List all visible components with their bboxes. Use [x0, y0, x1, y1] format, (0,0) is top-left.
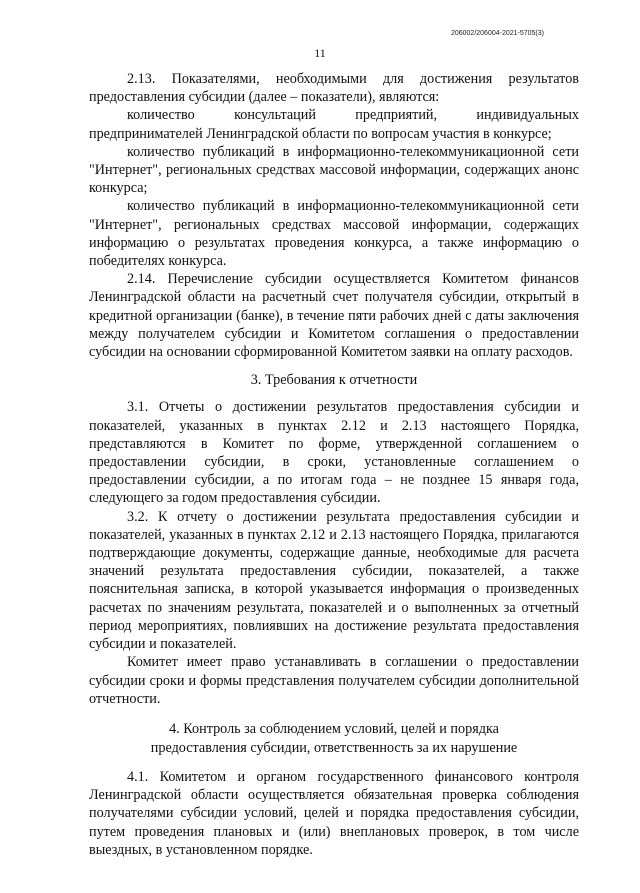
document-body	[89, 70, 579, 859]
paragraph-4-1: 4.1. Комитетом и органом государственного финансового контроля Ленинградской области осуществляется обязательная проверка соблюдения получателями субсидии условий, целей и порядка предоставления субсидии, путем проведения плановых и (или) внеплановых проверок, в том числе выездных, в установленном порядке.	[89, 768, 579, 858]
section-heading-4-line-1: 4. Контроль за соблюдением условий, целей и порядка	[169, 720, 499, 737]
page-number: 11	[314, 46, 326, 60]
paragraph-2-13: 2.13. Показателями, необходимыми для достижения результатов предоставления субсидии (далее – показатели), являются:	[89, 71, 579, 106]
paragraph-3-2: 3.2. К отчету о достижении результата предоставления субсидии и показателей, указанных в пунктах 2.12 и 2.13 настоящего Порядка, прилагаются подтверждающие документы, содержащие данные, необходимые для расчета значений результата предоставления субсидии, показателей, а также пояснительная записка, в которой указывается информация о произведенных расчетах по значениям результата, показателей и о выполненных за отчетный период мероприятиях, повлиявших на достижение результата предоставления субсидии и показателей.	[89, 508, 579, 653]
section-heading-4	[89, 720, 579, 758]
paragraph-3-2-additional: Комитет имеет право устанавливать в соглашении о предоставлении субсидии сроки и формы представления получателем субсидии дополнительной отчетности.	[89, 654, 579, 707]
document-id: 206002/206004-2021-5705(3)	[450, 30, 544, 37]
paragraph-2-13-item-announcements: количество публикаций в информационно-телекоммуникационной сети "Интернет", региональных средствах массовой информации, содержащих анонс конкурса;	[89, 143, 579, 197]
paragraph-2-14: 2.14. Перечисление субсидии осуществляется Комитетом финансов Ленинградской области на расчетный счет получателя субсидии, открытый в кредитной организации (банке), в течение пяти рабочих дней с даты заключения между получателем субсидии и Комитетом соглашения о предоставлении субсидии на основании сформированной Комитетом заявки на оплату расходов.	[89, 271, 579, 361]
paragraph-3-1: 3.1. Отчеты о достижении результатов предоставления субсидии и показателей, указанных в пунктах 2.12 и 2.13 настоящего Порядка, представляются в Комитет по форме, утвержденной соглашением о предоставлении субсидии, в сроки, установленные соглашением о предоставлении субсидии, а по итогам года – не позднее 15 января года, следующего за годом предоставления субсидии.	[89, 399, 579, 507]
section-heading-4-line-2: предоставления субсидии, ответственность за их нарушение	[150, 739, 518, 756]
paragraph-2-13-item-consultations: количество консультаций предприятий, индивидуальных предпринимателей Ленинградской области по вопросам участия в конкурсе;	[89, 107, 579, 142]
paragraph-2-13-item-results: количество публикаций в информационно-телекоммуникационной сети "Интернет", региональных средствах массовой информации, содержащих информацию о результатах проведения конкурса, а также информацию о победителях конкурса.	[89, 198, 579, 270]
section-heading-3: 3. Требования к отчетности	[250, 372, 418, 389]
